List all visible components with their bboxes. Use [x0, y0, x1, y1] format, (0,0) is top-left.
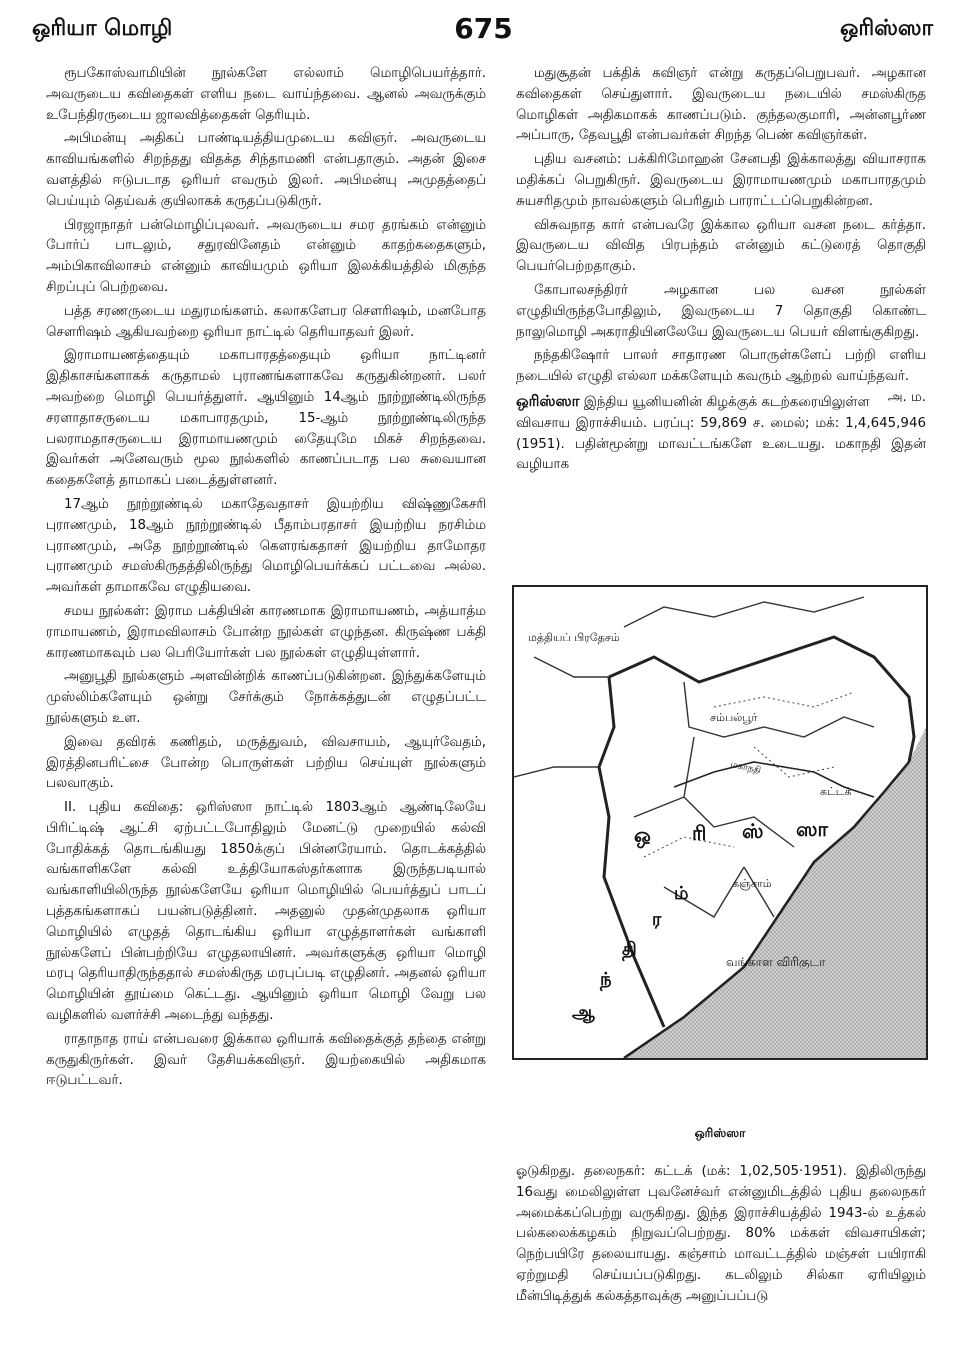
orissa-letter: ஒ: [634, 823, 651, 847]
left-column: [46, 64, 486, 1095]
author-signature: அ. ம.: [887, 389, 926, 405]
paragraph: அனுபூதி நூல்களும் அளவின்றிக் காணப்படுகின்றன. இந்துக்களேயும் முஸ்லிம்களேயும் ஒன்று சேர்க்கும் நோக்கத்துடன் எழுதப்பட்ட நூல்களும் உள.: [46, 669, 486, 726]
paragraph: புதிய வசனம்: பக்கிரிமோஹன் சேனபதி இக்காலத்து வியாசராக மதிக்கப் பெறுகிருர். இவருடைய இராமாயணமும் மகாபாரதமும் சுயசரிதமும் நாவல்களும் பெரிதும் பாராட்டப்பெறுகின்றன.: [516, 152, 926, 209]
paragraph: ரூபகோஸ்வாமியின் நூல்களே எல்லாம் மொழிபெயர்த்தார். அவருடைய கவிதைகள் எளிய நடை வாய்ந்தவை. ஆனல் அவருக்கும் உபேந்திரருடைய ஜாலவித்தைகள் தெரியும்.: [46, 66, 486, 123]
page-number: 675: [454, 12, 513, 45]
andhra-letter: ஆ: [572, 1002, 595, 1023]
entry-headword: ஒரிஸ்ஸா: [516, 391, 580, 410]
entry-text: இந்திய யூனியனின் கிழக்குக் கடற்கரையிலுள்ள விவசாய இராச்சியம். பரப்பு: 59,869 ச. மைல்; மக்: 1,4,645,946 (1951). பதின்மூன்று மாவட்டங்களே உடையது. மகாநதி இதன் வழியாக: [516, 394, 926, 473]
running-head-right: ஒரிஸ்ஸா: [839, 16, 933, 41]
paragraph: ஓடுகிறது. தலைநகர்: கட்டக் (மக்: 1,02,505·1951). இதிலிருந்து 16வது மைலிலுள்ள புவனேச்வர் என்னுமிடத்தில் புதிய தலைநகர் அமைக்கப்பெற்று வருகிறது. இந்த இராச்சியத்தில் 1943-ல் உத்கல் பல்கலைக்கழகம் நிறுவப்பெற்றது. 80% மக்கள் விவசாயிகள்; நெற்பயிரே தலையாயது. கஞ்சாம் மாவட்டத்தில் மஞ்சள் பயிராகி ஏற்றுமதி செய்யப்படுகிறது. கடலிலும் சில்கா ஏரியிலும் மீன்பிடித்துக் கல்கத்தாவுக்கு அனுப்பப்படு: [516, 1164, 926, 1304]
label-mahanadi: மகாநதி: [729, 759, 762, 777]
right-column-top: [516, 64, 926, 479]
paragraph: மதுசூதன் பக்திக் கவிஞர் என்று கருதப்பெறுபவர். அழகான கவிதைகள் செய்துளார். இவருடைய நடையில் சமஸ்கிருத மொழிகள் அதிகமாகக் காணப்படும். குந்தலகுமாரி, அன்னபூர்ண அப்பாரு, தேவபூதி என்பவர்கள் சிறந்த பெண் கவிஞர்கள்.: [516, 66, 926, 144]
andhra-letter: ந்: [600, 969, 612, 990]
orissa-map: [512, 585, 928, 1060]
label-cuttack: கட்டக்: [820, 785, 852, 798]
orissa-letter: ஸா: [796, 817, 828, 841]
page-header: [0, 0, 967, 56]
paragraph: சமய நூல்கள்: இராம பக்தியின் காரணமாக இராமாயணம், அத்யாத்ம ராமாயணம், இராமவிலாசம் போன்ற நூல்கள் எழுந்தன. கிருஷ்ண பக்தி காரணமாகவும் பல பெரியோர்கள் பல நூல்கள் எழுதியுள்ளார்.: [46, 603, 486, 661]
sea-area: [624, 727, 926, 1058]
label-madhya-pradesh: மத்தியப் பிரதேசம்: [528, 631, 620, 644]
paragraph: விசுவநாத கார் என்பவரே இக்கால ஒரியா வசன நடை கர்த்தா. இவருடைய விவித பிரபந்தம் என்னும் கட்டுரைத் தொகுதி பெயர்பெற்றதாகும்.: [516, 217, 926, 275]
andhra-letter: ர: [652, 909, 662, 930]
orissa-letter: ரி: [692, 821, 707, 845]
paragraph-text: நந்தகிஷோர் பாலர் சாதாரண பொருள்களேப் பற்றி எளிய நடையில் எழுதி எல்லா மக்களேயும் கவரும் ஆற்றல் வாய்ந்தவர்.: [516, 348, 926, 385]
paragraph: அபிமன்யு அதிகப் பாண்டியத்தியமுடைய கவிஞர். அவருடைய காவியங்களில் சிறந்தது விதக்த சிந்தாமணி என்பதாகும். அதன் இசை வளத்தில் ஈடுபடாத ஒரியர் எவரும் இலர். அபிமன்யு அமுதத்தைப் பெய்யும் தெய்வக் குயிலாகக் கருதப்படுகிருர்.: [46, 131, 486, 209]
andhra-letter: தி: [622, 939, 637, 960]
paragraph: ராதாநாத ராய் என்பவரை இக்கால ஒரியாக் கவிதைக்குத் தந்தை என்று கருதுகிருர்கள். இவர் தேசியக்கவிஞர். இயற்கையில் அதிகமாக ஈடுபட்டவர்.: [46, 1031, 486, 1089]
paragraph: பத்த சரணருடைய மதுரமங்களம். கலாகளேபர சௌரிஷம், மனபோத சௌரிஷம் ஆகியவற்றை ஒரியா நாட்டில் தெரியாதவர் இலர்.: [46, 303, 486, 340]
paragraph: II. புதிய கவிதை: ஒரிஸ்ஸா நாட்டில் 1803ஆம் ஆண்டிலேயே பிரிட்டிஷ் ஆட்சி ஏற்பட்டபோதிலும் மேனட்டு முறையில் கல்வி போதிக்கத் தொடங்கியது 1850க்குப் பின்னரேயாம். தொடக்கத்தில் வங்காளிகளே கல்வி உத்தியோகஸ்தர்களாக இருந்தபடியால் வங்காளியிலிருந்த நூல்களேயே ஒரியா மொழியில் பெயர்த்துப் பாடப் புத்தகங்களாகப் பயன்படுத்தினர். அதனுல் முதன்முதலாக ஒரியா மொழியில் எழுதத் தொடங்கிய ஒரியா எழுத்தாளர்கள் வங்காளி நூல்களேப் பின்பற்றியே எழுதலாயினர். அவர்களுக்கு ஒரியா மொழி மரபு தெரியாதிருந்ததால் சமஸ்கிருத மரபுப்படி எழுதினர். அதனல் ஒரியா மொழியின் தூய்மை கெட்டது. ஆயினும் ஒரியா மொழி வேறு பல வழிகளில் வளர்ச்சி அடைந்து வந்தது.: [46, 800, 486, 1024]
paragraph: இராமாயணத்தையும் மகாபாரதத்தையும் ஒரியா நாட்டினர் இதிகாசங்களாகக் கருதாமல் புராணங்களாகவே கருதுகின்றனர். பலர் அவற்றை மொழி பெயர்த்துளர். ஆயினும் 14ஆம் நூற்றூண்டிலிருந்த சரளாதாசருடைய மகாபாரதமும், 15-ஆம் நூற்றூண்டிலிருந்த பலராமதாசருடைய இராமாயணமும் தேையுமே மிகச் சிறந்தவை. இவர்கள் அனேவரும் மூல நூல்களில் காணப்படாத பல சுவையான கதைகளேத் தாமாகப் படைத்துள்ளனர்.: [46, 348, 486, 489]
label-sambalpur: சம்பல்பூர்: [710, 711, 758, 724]
running-head-left: ஒரியா மொழி: [32, 16, 173, 41]
right-column-bottom: [516, 1162, 926, 1311]
paragraph: கோபாலசந்திரர் அழகான பல வசன நூல்கள் எழுதியிருந்தபோதிலும், இவருடைய 7 தொகுதி கொண்ட நாலுமொழி அகராதியினலேயே இவருடைய பெயர் விளங்குகிறது.: [516, 282, 926, 340]
paragraph: இவை தவிரக் கணிதம், மருத்துவம், விவசாயம், ஆயுர்வேதம், இரத்தினபரிட்சை போன்ற பொருள்கள் பற்றிய செய்யுள் நூல்களும் பலவாகும்.: [46, 734, 486, 792]
map-caption: ஒரிஸ்ஸா: [694, 1126, 746, 1140]
paragraph: பிரஜாநாதர் பன்மொழிப்புலவர். அவருடைய சமர தரங்கம் என்னும் போர்ப் பாடலும், சதுரவினேதம் என்னும் காதற்கதைகளும், அம்பிகாவிலாசம் என்னும் காவியமும் ஒரியா இலக்கியத்தில் மிகுந்த சிறப்புப் பெற்றவை.: [46, 217, 486, 295]
label-ganjam: கஞ்சாம்: [732, 877, 772, 890]
paragraph: 17ஆம் நூற்றூண்டில் மகாதேவதாசர் இயற்றிய விஷ்ணுகேசரி புராணமும், 18ஆம் நூற்றூண்டில் பீதாம்பரதாசர் இயற்றிய நரசிம்ம புராணமும், அதே நூற்றூண்டில் கௌரங்கதாசர் இயற்றிய தாமோதர புராணமும் சமஸ்கிருதத்திலிருந்து மொழிபெயர்க்கப் பட்டவை அல்ல. அவர்கள் தாமாகவே எழுதியவை.: [46, 496, 486, 596]
andhra-letter: ம்: [674, 883, 689, 904]
label-bay-of-bengal: வங்காள விரிகுடா: [726, 955, 826, 969]
map-svg: [514, 587, 926, 1058]
entry-paragraph: [516, 391, 926, 476]
orissa-letter: ஸ்: [742, 819, 764, 843]
